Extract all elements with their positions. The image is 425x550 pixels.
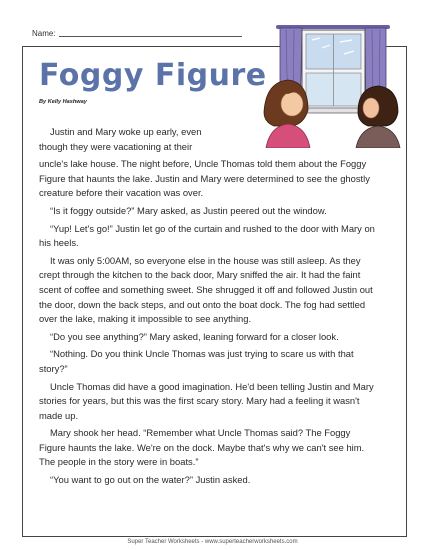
story-line: Justin and Mary woke up early, even [50,126,202,137]
story-paragraph: “You want to go out on the water?” Justin asked. [50,474,251,486]
story-paragraph: It was only 5:00AM, so everyone else in the house was still asleep. As they crept through the kitchen to the back door, Mary sniffed the air. It had the faint scent of coffee and something sweet. She shrugged it off and followed Justin out the door, down the back steps, and out onto the boat dock. The fog had settled over the lake, making it impossible to see anything. [39,254,373,325]
story-paragraph: Mary shook her head. “Remember what Uncle Thomas said? The Foggy Figure haunts the lake. We're on the dock. Maybe that's why we can't see him. The people in the story were in boats.” [39,427,365,468]
name-label: Name: [32,29,56,38]
story-paragraph: Uncle Thomas did have a good imagination. He'd been telling Justin and Mary stories for years, but this was the first scary story. Mary had a feeling it wasn't made up. [39,380,374,421]
page-title: Foggy Figure [39,58,267,93]
story-paragraph: “Is it foggy outside?” Mary asked, as Justin peered out the window. [50,204,327,216]
story-paragraph: “Nothing. Do you think Uncle Thomas was just trying to scare us with that story?” [39,348,354,374]
story-paragraph: “Do you see anything?” Mary asked, leaning forward for a closer look. [50,330,339,342]
name-field[interactable] [32,29,242,38]
story-paragraph: “Yup! Let's go!” Justin let go of the curtain and rushed to the door with Mary on his heels. [39,222,375,249]
story-text [39,125,379,491]
byline: By Kelly Hashway [39,99,87,105]
footer-credit: Super Teacher Worksheets - www.superteacherworksheets.com [127,539,298,545]
story-line: though they were vacationing at their [39,140,193,152]
story-paragraph [39,125,252,154]
name-underline [59,36,242,37]
story-paragraph: uncle's lake house. The night before, Uncle Thomas told them about the Foggy Figure that haunts the lake. Justin and Mary were determined to see the ghostly creature before their vacation was over. [39,158,370,199]
